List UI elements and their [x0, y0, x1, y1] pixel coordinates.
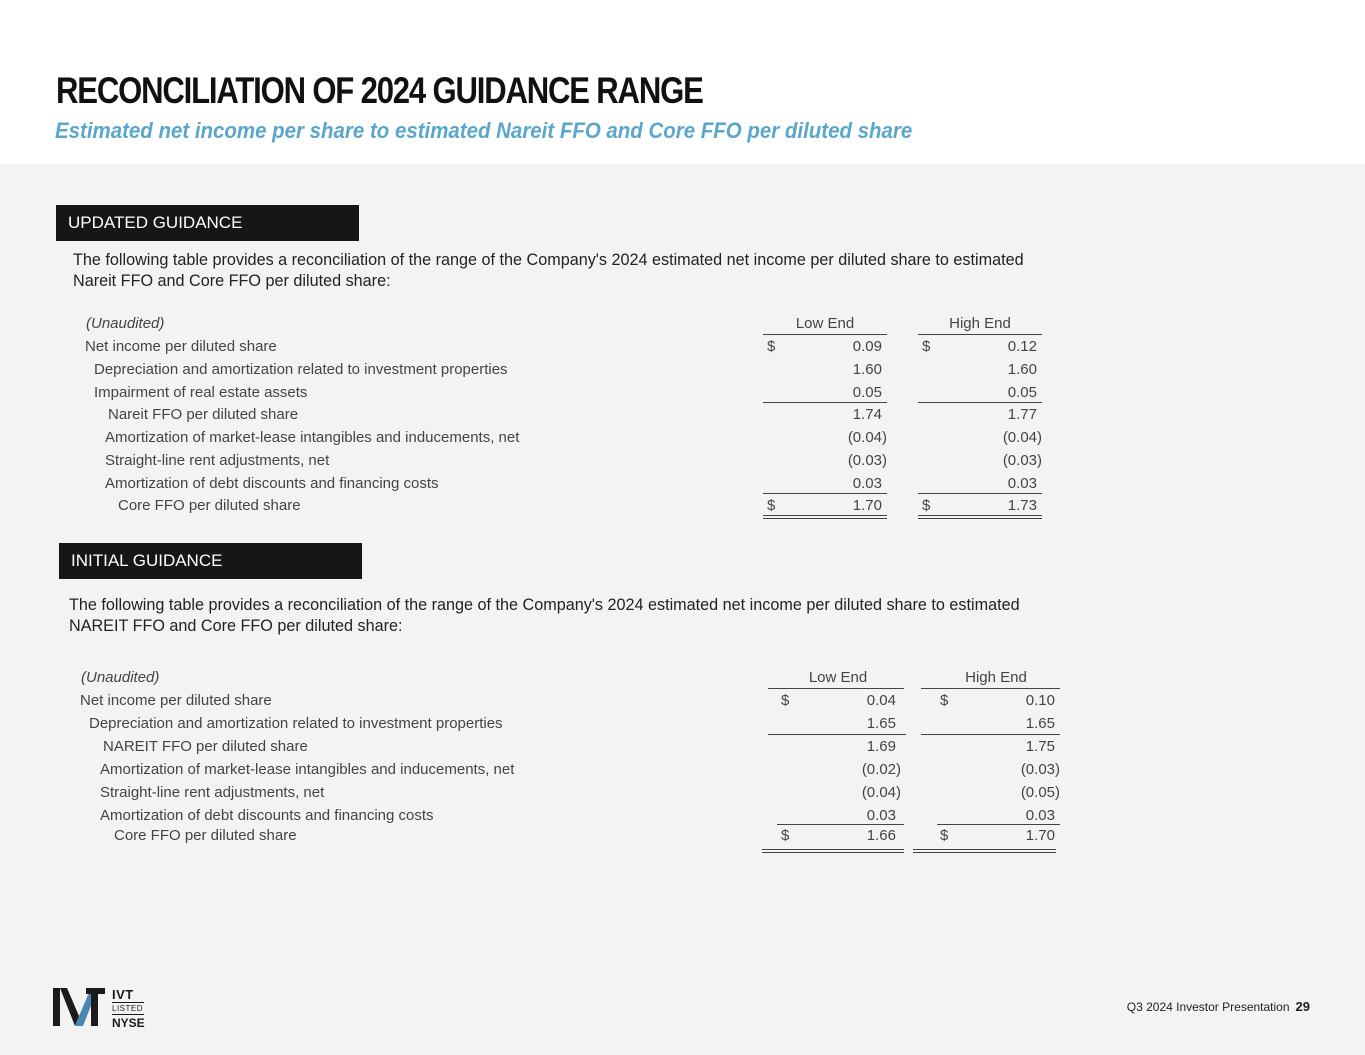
updated-high-total-rule [918, 493, 1042, 494]
initial-col-high-header: High End [965, 669, 1027, 686]
high-end-value: 0.03 [1007, 475, 1037, 492]
currency-symbol: $ [940, 827, 949, 844]
high-end-value: 1.75 [1025, 738, 1055, 755]
ivt-logo-mark-icon [53, 988, 107, 1028]
high-end-value: (0.03) [1020, 761, 1060, 778]
table-row-label: Amortization of market-lease intangibles and inducements, net [100, 761, 515, 778]
currency-symbol: $ [781, 692, 790, 709]
high-end-value: 1.65 [1025, 715, 1055, 732]
initial-guidance-badge: INITIAL GUIDANCE [59, 543, 362, 579]
currency-symbol: $ [781, 827, 790, 844]
currency-symbol: $ [767, 497, 776, 514]
logo-ticker: IVT [112, 987, 134, 1002]
initial-unaudited-label: (Unaudited) [81, 669, 160, 686]
low-end-value: (0.03) [847, 452, 887, 469]
initial-low-double-rule [762, 849, 904, 853]
high-end-value: (0.03) [1002, 452, 1042, 469]
table-row-label: Amortization of debt discounts and financing costs [100, 807, 434, 824]
footer-label: Q3 2024 Investor Presentation [1126, 1000, 1290, 1014]
page-title: RECONCILIATION OF 2024 GUIDANCE RANGE [56, 70, 703, 111]
high-end-value: 0.10 [1025, 692, 1055, 709]
updated-intro-line-2: Nareit FFO and Core FFO per diluted share: [73, 272, 391, 290]
low-end-value: 0.04 [866, 692, 896, 709]
updated-low-double-rule [763, 515, 887, 519]
logo-divider-top [112, 1002, 144, 1003]
initial-high-double-rule [913, 849, 1056, 853]
initial-intro-line-1: The following table provides a reconciliation of the range of the Company's 2024 estimated net income per diluted share to estimated [69, 596, 1020, 614]
high-end-value: 0.12 [1007, 338, 1037, 355]
initial-high-total-rule [937, 824, 1060, 825]
high-end-value: 1.60 [1007, 361, 1037, 378]
page-subtitle: Estimated net income per share to estimated Nareit FFO and Core FFO per diluted share [55, 118, 913, 143]
updated-unaudited-label: (Unaudited) [86, 315, 165, 332]
logo-exchange: NYSE [112, 1016, 145, 1030]
updated-col-low-header: Low End [795, 315, 855, 332]
table-row-label: NAREIT FFO per diluted share [103, 738, 308, 755]
high-end-value: 0.05 [1007, 384, 1037, 401]
table-row-label: Depreciation and amortization related to investment properties [89, 715, 503, 732]
low-end-value: 0.05 [852, 384, 882, 401]
initial-intro-line-2: NAREIT FFO and Core FFO per diluted share: [69, 617, 403, 635]
low-end-value: 1.60 [852, 361, 882, 378]
page-header [0, 0, 1365, 164]
low-end-value: 1.74 [852, 406, 882, 423]
low-end-value: 0.09 [852, 338, 882, 355]
initial-low-subtotal-rule [768, 734, 906, 735]
initial-high-subtotal-rule [921, 734, 1060, 735]
low-end-value: (0.02) [861, 761, 901, 778]
updated-low-header-rule [763, 334, 887, 335]
low-end-value: 1.66 [866, 827, 896, 844]
low-end-value: (0.04) [861, 784, 901, 801]
low-end-value: (0.04) [847, 429, 887, 446]
updated-low-subtotal-rule [763, 402, 887, 403]
currency-symbol: $ [922, 497, 931, 514]
page-footer [1127, 999, 1310, 1014]
low-end-value: 0.03 [866, 807, 896, 824]
low-end-value: 0.03 [852, 475, 882, 492]
table-row-label: Impairment of real estate assets [94, 384, 308, 401]
updated-intro-line-1: The following table provides a reconciliation of the range of the Company's 2024 estimated net income per diluted share to estimated [73, 251, 1024, 269]
currency-symbol: $ [922, 338, 931, 355]
high-end-value: 1.73 [1007, 497, 1037, 514]
initial-high-header-rule [921, 688, 1060, 689]
table-row-label: Straight-line rent adjustments, net [105, 452, 330, 469]
updated-low-total-rule [763, 493, 887, 494]
page-number: 29 [1295, 999, 1310, 1014]
initial-low-header-rule [768, 688, 904, 689]
table-row-label: Nareit FFO per diluted share [108, 406, 299, 423]
updated-guidance-badge: UPDATED GUIDANCE [56, 205, 359, 241]
high-end-value: 0.03 [1025, 807, 1055, 824]
updated-col-high-header: High End [949, 315, 1011, 332]
logo-divider-bottom [112, 1014, 144, 1015]
table-row-label: Net income per diluted share [80, 692, 272, 709]
updated-high-double-rule [918, 515, 1042, 519]
high-end-value: (0.05) [1020, 784, 1060, 801]
high-end-value: (0.04) [1002, 429, 1042, 446]
high-end-value: 1.70 [1025, 827, 1055, 844]
logo-listed: LISTED [112, 1004, 144, 1013]
updated-high-subtotal-rule [918, 402, 1042, 403]
table-row-label: Depreciation and amortization related to investment properties [94, 361, 508, 378]
table-row-label: Straight-line rent adjustments, net [100, 784, 325, 801]
low-end-value: 1.69 [866, 738, 896, 755]
initial-low-total-rule [777, 824, 904, 825]
high-end-value: 1.77 [1007, 406, 1037, 423]
table-row-label: Amortization of market-lease intangibles and inducements, net [105, 429, 520, 446]
initial-col-low-header: Low End [808, 669, 868, 686]
table-row-label: Core FFO per diluted share [118, 497, 301, 514]
low-end-value: 1.65 [866, 715, 896, 732]
updated-high-header-rule [918, 334, 1042, 335]
table-row-label: Core FFO per diluted share [114, 827, 297, 844]
table-row-label: Amortization of debt discounts and financing costs [105, 475, 439, 492]
low-end-value: 1.70 [852, 497, 882, 514]
currency-symbol: $ [767, 338, 776, 355]
table-row-label: Net income per diluted share [85, 338, 277, 355]
currency-symbol: $ [940, 692, 949, 709]
